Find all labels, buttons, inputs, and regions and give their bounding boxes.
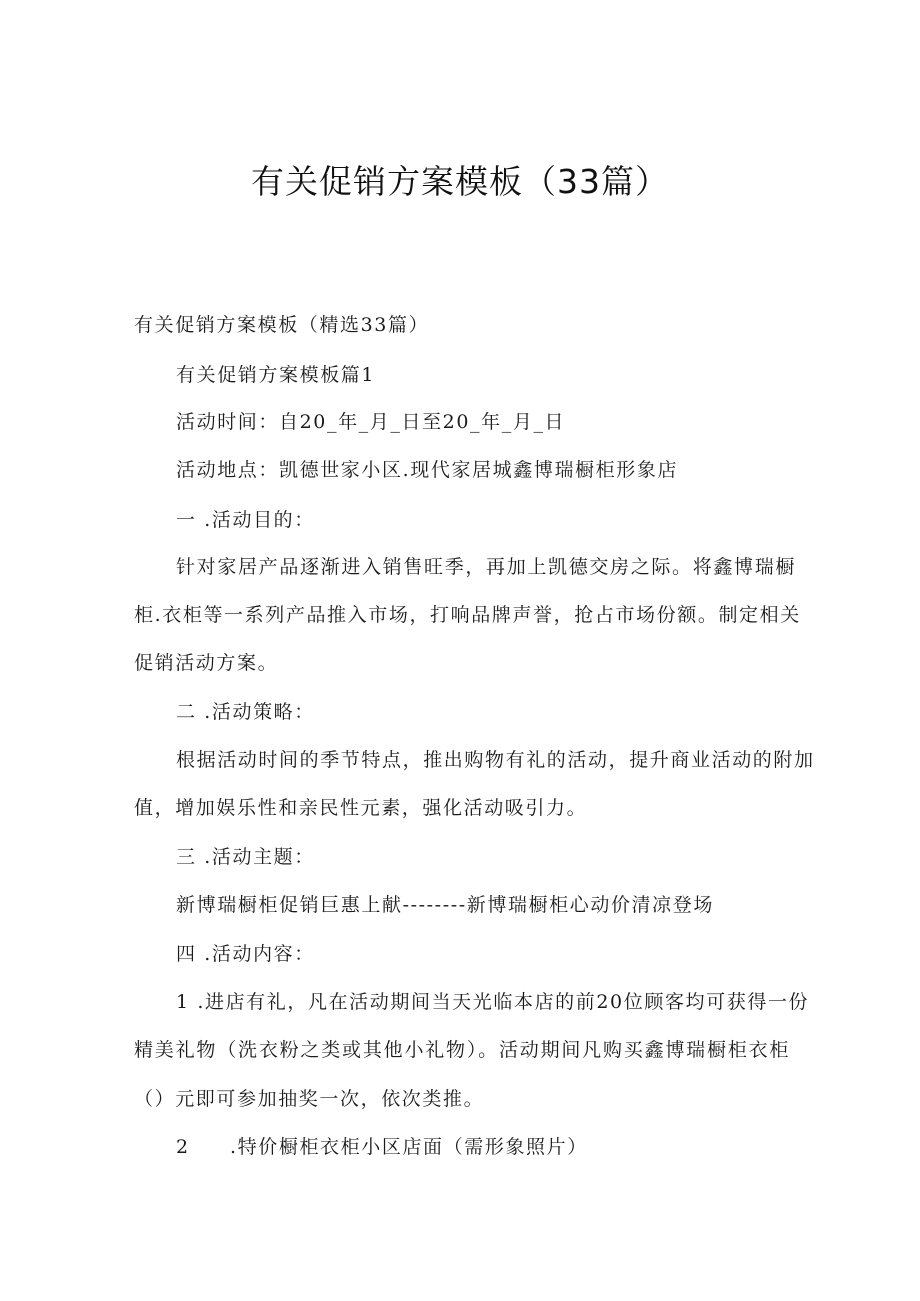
content-paragraph-line: 精美礼物（洗衣粉之类或其他小礼物）。活动期间凡购买鑫博瑞橱柜衣柜 bbox=[134, 1039, 790, 1061]
purpose-paragraph-line: 针对家居产品逐渐进入销售旺季，再加上凯德交房之际。将鑫博瑞橱 bbox=[176, 556, 796, 578]
heading-strategy: 二 .活动策略： bbox=[176, 701, 315, 723]
content-item bbox=[176, 1133, 846, 1161]
activity-time: 活动时间：自20_年_月_日至20_年_月_日 bbox=[176, 411, 566, 433]
subtitle-line: 有关促销方案模板（精选33篇） bbox=[134, 314, 430, 336]
activity-location: 活动地点：凯德世家小区.现代家居城鑫博瑞橱柜形象店 bbox=[176, 459, 679, 481]
item-text: .特价橱柜衣柜小区店面（需形象照片） bbox=[230, 1136, 588, 1158]
theme-line: 新博瑞橱柜促销巨惠上献--------新博瑞橱柜心动价清凉登场 bbox=[176, 894, 714, 916]
heading-theme: 三 .活动主题： bbox=[176, 846, 315, 868]
purpose-paragraph-line: 柜.衣柜等一系列产品推入市场，打响品牌声誉，抢占市场份额。制定相关 bbox=[134, 604, 801, 626]
content-paragraph-line: （）元即可参加抽奖一次，依次类推。 bbox=[134, 1088, 485, 1110]
heading-content: 四 .活动内容： bbox=[176, 943, 315, 965]
section-heading: 有关促销方案模板篇1 bbox=[176, 364, 376, 386]
document-title: 有关促销方案模板（33篇） bbox=[251, 162, 669, 201]
purpose-paragraph-line: 促销活动方案。 bbox=[134, 652, 279, 674]
heading-purpose: 一 .活动目的： bbox=[176, 509, 315, 531]
content-paragraph-line: 1 .进店有礼，凡在活动期间当天光临本店的前20位顾客均可获得一份 bbox=[176, 991, 810, 1013]
strategy-paragraph-line: 根据活动时间的季节特点，推出购物有礼的活动，提升商业活动的附加 bbox=[176, 749, 815, 771]
strategy-paragraph-line: 值，增加娱乐性和亲民性元素，强化活动吸引力。 bbox=[134, 797, 588, 819]
item-number: 2 bbox=[176, 1136, 190, 1158]
